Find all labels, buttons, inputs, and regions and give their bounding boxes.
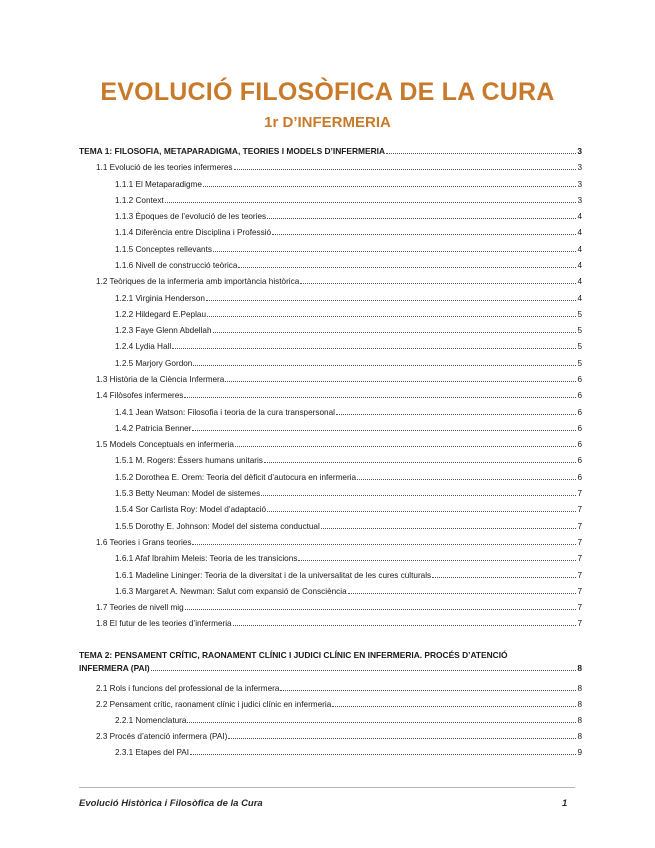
toc-entry[interactable]: 1.6.1 Afaf Ibrahim Meleis: Teoria de les transicions 7 <box>115 554 582 563</box>
toc-entry[interactable]: 1.1 Evolució de les teories infermeres 3 <box>96 163 582 172</box>
toc-entry[interactable]: 1.5.5 Dorothy E. Johnson: Model del sistema conductual 7 <box>115 522 582 531</box>
toc-entry[interactable]: 1.2 Teòriques de la infermeria amb importància històrica 4 <box>96 277 582 286</box>
toc-entry[interactable]: 1.5.4 Sor Carlista Roy: Model d’adaptació 7 <box>115 505 582 514</box>
toc-entry[interactable]: 1.3 Història de la Ciència Infermera 6 <box>96 375 582 384</box>
toc-entry[interactable]: 1.2.3 Faye Glenn Abdellah 5 <box>115 326 582 335</box>
toc-entry[interactable]: 1.1.1 El Metaparadigme 3 <box>115 180 582 189</box>
toc-entry[interactable]: 1.5.2 Dorothea E. Orem: Teoria del dèficit d’autocura en infermeria 6 <box>115 473 582 482</box>
toc-entry[interactable]: 2.1 Rols i funcions del professional de la infermera 8 <box>96 684 582 693</box>
toc-entry[interactable]: 2.3 Procés d’atenció infermera (PAI) 8 <box>96 732 582 741</box>
toc-entry[interactable]: 1.8 El futur de les teories d’infermeria 7 <box>96 619 582 628</box>
toc-entry-tema-2-line1: TEMA 2: PENSAMENT CRÍTIC, RAONAMENT CLÍNIC I JUDICI CLÍNIC EN INFERMERIA. PROCÉS D’ATENCIÓ <box>79 650 508 660</box>
toc-entry[interactable]: 1.2.4 Lydia Hall 5 <box>115 342 582 351</box>
toc-entry[interactable]: 1.5 Models Conceptuals en infermeria 6 <box>96 440 582 449</box>
document-subtitle: 1r D’INFERMERIA <box>264 114 391 131</box>
toc-entry[interactable]: 1.1.6 Nivell de construcció teòrica 4 <box>115 261 582 270</box>
toc-entry[interactable]: 1.2.2 Hildegard E.Peplau 5 <box>115 310 582 319</box>
toc-entry[interactable]: 1.5.1 M. Rogers: Éssers humans unitaris 6 <box>115 456 582 465</box>
toc-entry[interactable]: 1.4.2 Patricia Benner 6 <box>115 424 582 433</box>
footer-divider <box>79 787 575 788</box>
toc-entry[interactable]: 1.1.2 Context 3 <box>115 196 582 205</box>
toc-entry[interactable]: 1.7 Teories de nivell mig 7 <box>96 603 582 612</box>
toc-entry[interactable]: 1.1.3 Èpoques de l’evolució de les teories 4 <box>115 212 582 221</box>
toc-entry[interactable]: 1.6.1 Madeline Lininger: Teoria de la diversitat i de la universalitat de les cures culturals 7 <box>115 571 582 580</box>
document-title: EVOLUCIÓ FILOSÒFICA DE LA CURA <box>100 78 555 106</box>
toc-entry[interactable]: 1.1.4 Diferència entre Disciplina i Professió 4 <box>115 228 582 237</box>
toc-entry[interactable]: 1.5.3 Betty Neuman: Model de sistemes 7 <box>115 489 582 498</box>
toc-entry[interactable]: 2.3.1 Etapes del PAI 9 <box>115 748 582 757</box>
footer-title: Evolució Històrica i Filosòfica de la Cura <box>79 798 263 809</box>
toc-entry-tema-2-line2: INFERMERA (PAI) 8 <box>79 663 582 673</box>
footer-page-number: 1 <box>562 798 568 809</box>
toc-entry-tema-2[interactable] <box>79 648 582 674</box>
toc-entry[interactable]: 1.6 Teories i Grans teories 7 <box>96 538 582 547</box>
toc-entry[interactable]: 1.2.5 Marjory Gordon 5 <box>115 359 582 368</box>
toc-entry-tema-1[interactable]: TEMA 1: FILOSOFIA, METAPARADIGMA, TEORIES I MODELS D’INFERMERIA 3 <box>79 146 582 156</box>
toc-entry[interactable]: 1.4.1 Jean Watson: Filosofia i teoria de la cura transpersonal 6 <box>115 408 582 417</box>
toc-entry[interactable]: 1.1.5 Conceptes rellevants 4 <box>115 245 582 254</box>
toc-entry[interactable]: 1.4 Filòsofes infermeres 6 <box>96 391 582 400</box>
toc-entry[interactable]: 1.2.1 Virginia Henderson 4 <box>115 294 582 303</box>
toc-entry[interactable]: 1.6.3 Margaret A. Newman: Salut com expansió de Consciència 7 <box>115 587 582 596</box>
toc-entry[interactable]: 2.2.1 Nomenclatura 8 <box>115 716 582 725</box>
toc-entry[interactable]: 2.2 Pensament crític, raonament clínic i judici clínic en infermeria 8 <box>96 700 582 709</box>
